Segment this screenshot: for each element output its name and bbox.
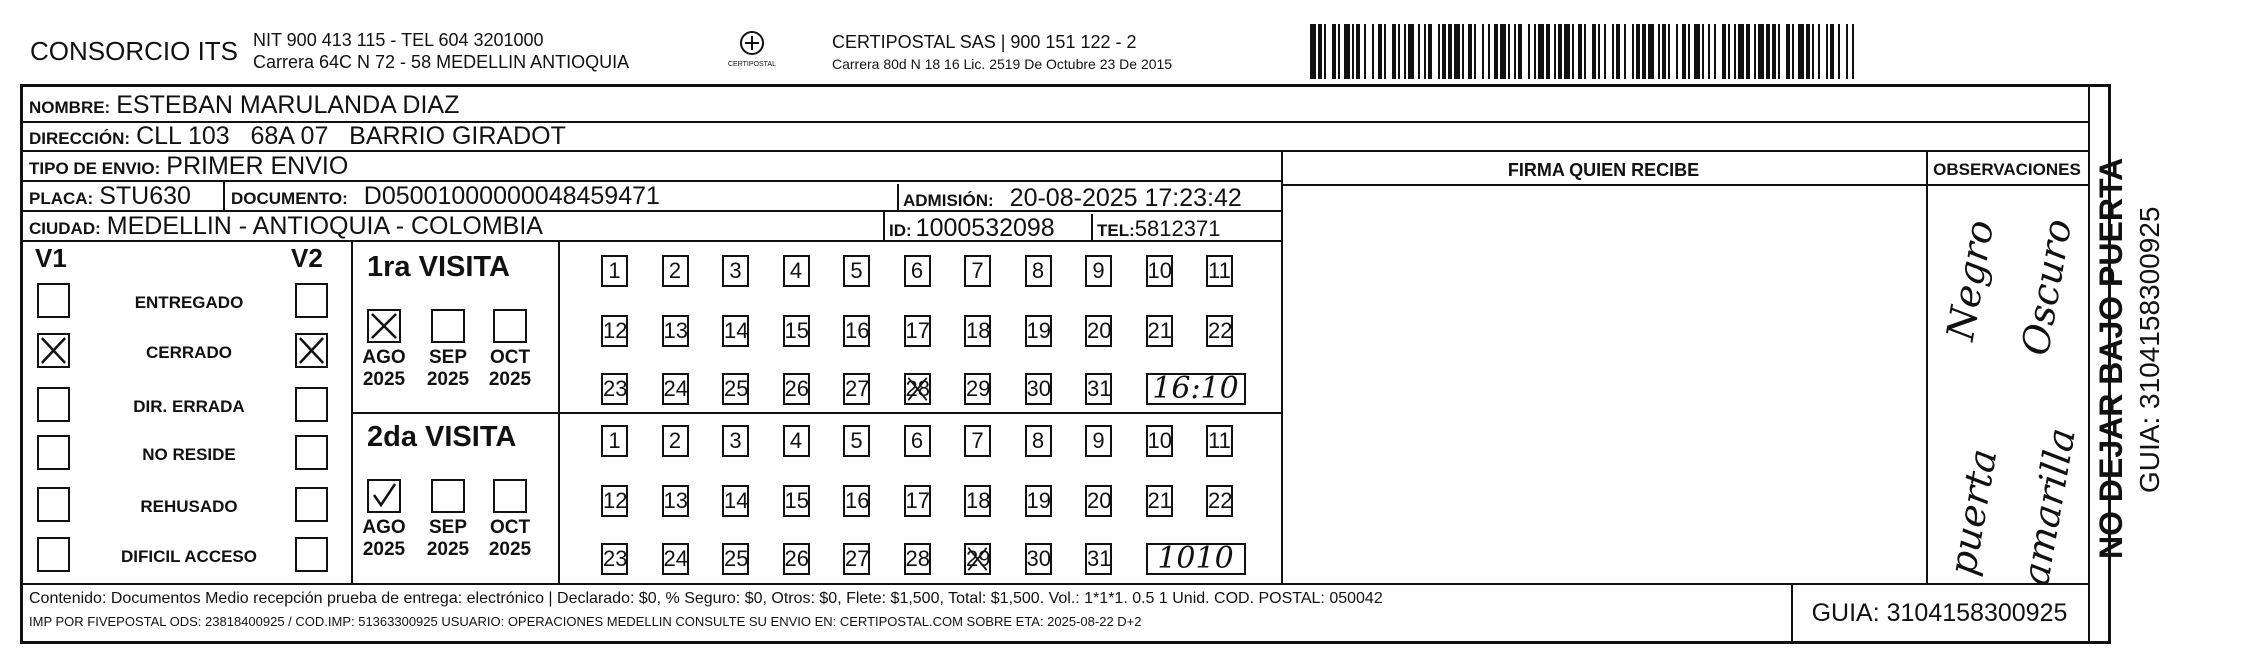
month-label bbox=[423, 517, 473, 561]
day-box[interactable]: 29 bbox=[964, 373, 991, 405]
month-year: 2025 bbox=[488, 539, 532, 560]
id-value: 1000532098 bbox=[915, 214, 1055, 242]
city-label: CIUDAD: bbox=[29, 219, 101, 238]
day-box[interactable]: 21 bbox=[1146, 485, 1173, 517]
month-label bbox=[359, 347, 409, 391]
status-label: DIFICIL ACCESO bbox=[120, 547, 257, 566]
day-box[interactable]: 12 bbox=[601, 485, 628, 517]
day-box[interactable]: 2 bbox=[662, 425, 689, 457]
day-box[interactable]: 30 bbox=[1025, 543, 1052, 575]
city-row bbox=[29, 212, 543, 241]
visit-time-box[interactable]: 1010 bbox=[1146, 543, 1246, 575]
month-name: SEP bbox=[428, 347, 468, 368]
day-box[interactable]: 16 bbox=[843, 485, 870, 517]
observation-note-2: Oscuro bbox=[2013, 215, 2081, 359]
month-checkbox[interactable] bbox=[431, 479, 465, 513]
day-box[interactable]: 27 bbox=[843, 543, 870, 575]
status-v2-checkbox[interactable] bbox=[295, 487, 328, 522]
side-guia: GUIA: 3104158300925 bbox=[2134, 206, 2165, 493]
day-box[interactable]: 23 bbox=[601, 543, 628, 575]
status-label: NO RESIDE bbox=[142, 445, 236, 464]
day-box[interactable]: 23 bbox=[601, 373, 628, 405]
day-box[interactable]: 3 bbox=[722, 425, 749, 457]
month-label bbox=[359, 517, 409, 561]
status-v1-checkbox[interactable] bbox=[37, 333, 70, 368]
day-box[interactable]: 13 bbox=[662, 315, 689, 347]
shipping-label bbox=[20, 84, 2165, 644]
header bbox=[0, 0, 2253, 85]
status-v1-checkbox[interactable] bbox=[37, 537, 70, 572]
month-name: AGO bbox=[362, 347, 406, 368]
day-box[interactable]: 26 bbox=[783, 373, 810, 405]
day-box[interactable]: 18 bbox=[964, 315, 991, 347]
plate-value: STU630 bbox=[99, 182, 191, 210]
day-box[interactable]: 9 bbox=[1085, 255, 1112, 287]
logo-text: CERTIPOSTAL bbox=[728, 61, 776, 68]
day-box[interactable]: 8 bbox=[1025, 255, 1052, 287]
status-v2-checkbox[interactable] bbox=[295, 333, 328, 368]
day-box[interactable]: 14 bbox=[722, 485, 749, 517]
month-checkbox[interactable] bbox=[493, 309, 527, 343]
status-label: CERRADO bbox=[146, 343, 232, 362]
month-name: OCT bbox=[489, 347, 531, 368]
status-v2-checkbox[interactable] bbox=[295, 537, 328, 572]
address-label: DIRECCIÓN: bbox=[29, 129, 131, 148]
visit2-title: 2da VISITA bbox=[367, 421, 517, 453]
admission-value: 20-08-2025 17:23:42 bbox=[1009, 184, 1242, 212]
day-box[interactable]: 30 bbox=[1025, 373, 1052, 405]
status-label: DIR. ERRADA bbox=[133, 397, 245, 416]
day-box[interactable]: 5 bbox=[843, 425, 870, 457]
status-v1-checkbox[interactable] bbox=[37, 487, 70, 522]
status-label: REHUSADO bbox=[140, 497, 238, 516]
day-box[interactable]: 24 bbox=[662, 373, 689, 405]
status-v2-checkbox[interactable] bbox=[295, 435, 328, 470]
day-box[interactable]: 6 bbox=[904, 425, 931, 457]
type-row bbox=[29, 152, 348, 181]
day-box[interactable]: 21 bbox=[1146, 315, 1173, 347]
signature-area[interactable] bbox=[1283, 186, 1924, 581]
month-year: 2025 bbox=[426, 369, 470, 390]
status-label: ENTREGADO bbox=[134, 293, 244, 312]
company-name: CONSORCIO ITS bbox=[30, 36, 239, 66]
day-box[interactable]: 31 bbox=[1085, 543, 1112, 575]
month-year: 2025 bbox=[362, 539, 406, 560]
month-label bbox=[485, 347, 535, 391]
month-label bbox=[485, 517, 535, 561]
day-box[interactable]: 1 bbox=[601, 255, 628, 287]
footer-line1: Contenido: Documentos Medio recepción prueba de entrega: electrónico | Declarado: $0, % Seguro: $0, Otros: $0, Flete: $1,500, Total: $1,500. Vol.: 1*1*1. 0.5 1 Unid. COD. POSTAL: 050042 bbox=[29, 590, 1383, 607]
day-box[interactable]: 11 bbox=[1206, 425, 1233, 457]
day-box[interactable]: 15 bbox=[783, 485, 810, 517]
day-box[interactable]: 22 bbox=[1206, 315, 1233, 347]
id-label: ID: bbox=[889, 221, 912, 240]
day-box[interactable]: 15 bbox=[783, 315, 810, 347]
day-box[interactable]: 2 bbox=[662, 255, 689, 287]
day-box[interactable]: 4 bbox=[783, 255, 810, 287]
day-box[interactable]: 27 bbox=[843, 373, 870, 405]
visit-time-box[interactable]: 16:10 bbox=[1146, 373, 1246, 405]
v1-label: V1 bbox=[35, 243, 67, 273]
observation-note-3: puerta bbox=[1940, 445, 2006, 579]
month-checkbox[interactable] bbox=[367, 479, 401, 513]
observation-note-4: amarilla bbox=[2013, 424, 2084, 589]
day-box[interactable]: 28 bbox=[904, 373, 931, 405]
name-row bbox=[29, 91, 459, 120]
footer-guia: GUIA: 3104158300925 bbox=[1811, 599, 2068, 627]
barcode bbox=[1310, 24, 2055, 79]
carrier-line: CERTIPOSTAL SAS | 900 151 122 - 2 bbox=[832, 32, 1137, 52]
day-box[interactable]: 16 bbox=[843, 315, 870, 347]
day-box[interactable]: 11 bbox=[1206, 255, 1233, 287]
day-box[interactable]: 1 bbox=[601, 425, 628, 457]
name-label: NOMBRE: bbox=[29, 98, 111, 117]
admission-label: ADMISIÓN: bbox=[903, 191, 994, 210]
document-value: D05001000000048459471 bbox=[363, 182, 660, 210]
day-box[interactable]: 10 bbox=[1146, 255, 1173, 287]
city-value: MEDELLIN - ANTIOQUIA - COLOMBIA bbox=[106, 212, 543, 240]
recipient-address: CLL 103 68A 07 BARRIO GIRADOT bbox=[136, 122, 566, 150]
day-box[interactable]: 18 bbox=[964, 485, 991, 517]
signature-label: FIRMA QUIEN RECIBE bbox=[1507, 160, 1700, 180]
document-row bbox=[231, 182, 660, 211]
day-box[interactable]: 26 bbox=[783, 543, 810, 575]
day-box[interactable]: 7 bbox=[964, 425, 991, 457]
plate-row bbox=[29, 182, 191, 211]
month-checkbox[interactable] bbox=[431, 309, 465, 343]
day-box[interactable]: 13 bbox=[662, 485, 689, 517]
status-v1-checkbox[interactable] bbox=[37, 283, 70, 318]
month-name: OCT bbox=[489, 517, 531, 538]
day-box[interactable]: 25 bbox=[722, 373, 749, 405]
recipient-name: ESTEBAN MARULANDA DIAZ bbox=[116, 91, 460, 119]
day-box[interactable]: 4 bbox=[783, 425, 810, 457]
status-v1-checkbox[interactable] bbox=[37, 387, 70, 422]
day-box[interactable]: 31 bbox=[1085, 373, 1112, 405]
day-box[interactable]: 17 bbox=[904, 315, 931, 347]
v2-label: V2 bbox=[291, 243, 323, 273]
tel-label: TEL: bbox=[1097, 221, 1135, 240]
visit1-title: 1ra VISITA bbox=[367, 251, 510, 283]
barcode-bar bbox=[1854, 24, 1856, 79]
day-box[interactable]: 14 bbox=[722, 315, 749, 347]
company-address: Carrera 64C N 72 - 58 MEDELLIN ANTIOQUIA bbox=[253, 52, 630, 72]
status-v1-checkbox[interactable] bbox=[37, 435, 70, 470]
day-box[interactable]: 12 bbox=[601, 315, 628, 347]
side-warning: NO DEJAR BAJO PUERTA bbox=[2093, 157, 2129, 559]
day-box[interactable]: 19 bbox=[1025, 315, 1052, 347]
day-box[interactable]: 28 bbox=[904, 543, 931, 575]
certipostal-logo bbox=[728, 30, 776, 68]
day-box[interactable]: 6 bbox=[904, 255, 931, 287]
observations-area bbox=[1928, 186, 2086, 589]
type-label: TIPO DE ENVIO: bbox=[29, 159, 161, 178]
status-v2-checkbox[interactable] bbox=[295, 283, 328, 318]
status-v2-checkbox[interactable] bbox=[295, 387, 328, 422]
day-box[interactable]: 20 bbox=[1085, 485, 1112, 517]
month-checkbox[interactable] bbox=[367, 309, 401, 343]
day-box[interactable]: 22 bbox=[1206, 485, 1233, 517]
address-row bbox=[29, 122, 566, 151]
admission-row bbox=[903, 184, 1242, 213]
observation-note-1: Negro bbox=[1938, 216, 2003, 344]
day-box[interactable]: 29 bbox=[964, 543, 991, 575]
observations-label: OBSERVACIONES bbox=[1933, 160, 2081, 179]
month-label bbox=[423, 347, 473, 391]
day-box[interactable]: 20 bbox=[1085, 315, 1112, 347]
id-row bbox=[889, 214, 1055, 243]
day-box[interactable]: 24 bbox=[662, 543, 689, 575]
footer-line2: IMP POR FIVEPOSTAL ODS: 23818400925 / COD.IMP: 51363300925 USUARIO: OPERACIONES MEDELLIN CONSULTE SU ENVIO EN: CERTIPOSTAL.COM SOBRE ETA: 2025-08-22 D+2 bbox=[29, 614, 1142, 629]
month-checkbox[interactable] bbox=[493, 479, 527, 513]
month-name: AGO bbox=[362, 517, 406, 538]
day-box[interactable]: 7 bbox=[964, 255, 991, 287]
day-box[interactable]: 19 bbox=[1025, 485, 1052, 517]
day-box[interactable]: 8 bbox=[1025, 425, 1052, 457]
document-label: DOCUMENTO: bbox=[231, 189, 348, 208]
month-year: 2025 bbox=[488, 369, 532, 390]
tel-row bbox=[1097, 216, 1220, 242]
day-box[interactable]: 5 bbox=[843, 255, 870, 287]
month-year: 2025 bbox=[426, 539, 470, 560]
day-box[interactable]: 9 bbox=[1085, 425, 1112, 457]
day-box[interactable]: 10 bbox=[1146, 425, 1173, 457]
day-box[interactable]: 3 bbox=[722, 255, 749, 287]
month-year: 2025 bbox=[362, 369, 406, 390]
plate-label: PLACA: bbox=[29, 189, 94, 208]
month-name: SEP bbox=[428, 517, 468, 538]
day-box[interactable]: 17 bbox=[904, 485, 931, 517]
day-box[interactable]: 25 bbox=[722, 543, 749, 575]
nit-line: NIT 900 413 115 - TEL 604 3201000 bbox=[253, 30, 544, 50]
shipping-type: PRIMER ENVIO bbox=[166, 152, 349, 180]
tel-value: 5812371 bbox=[1134, 216, 1221, 241]
carrier-address: Carrera 80d N 18 16 Lic. 2519 De Octubre 23 De 2015 bbox=[832, 56, 1173, 72]
